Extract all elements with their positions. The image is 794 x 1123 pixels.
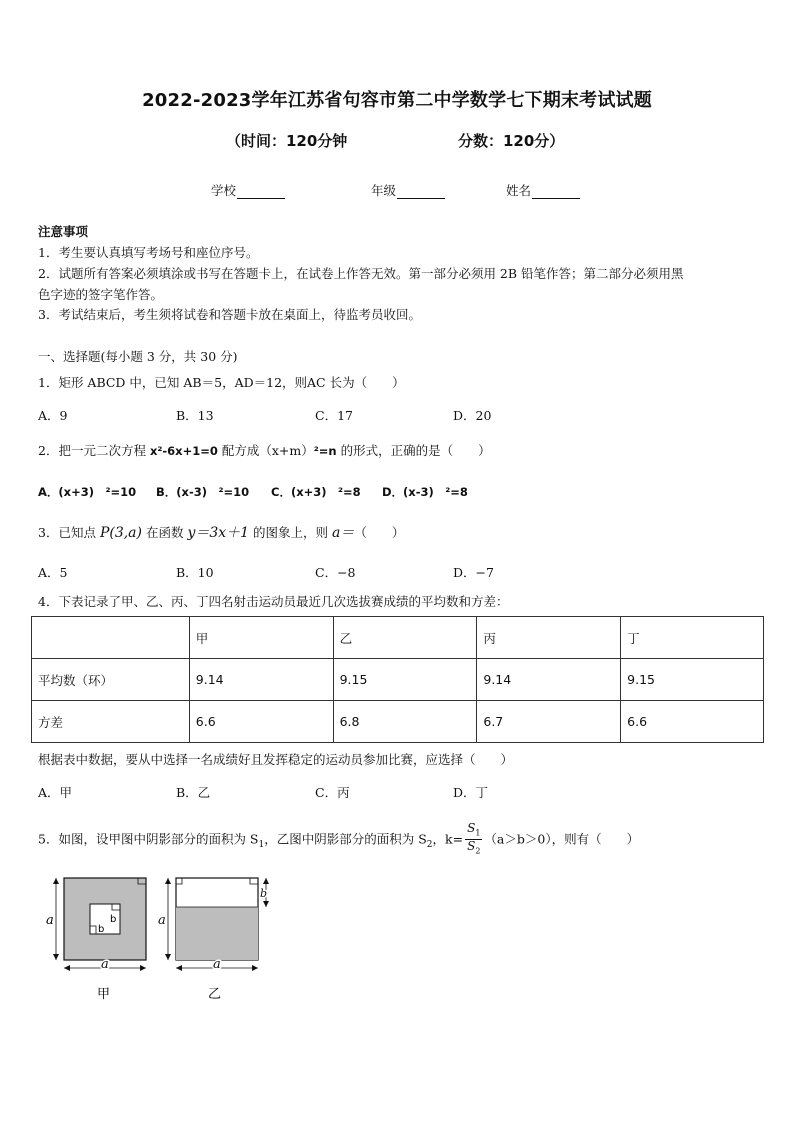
jia-label-b-bottom: b: [98, 924, 105, 935]
q3-option-b[interactable]: B．10: [176, 565, 214, 580]
q3-stem-d: （ ）: [354, 525, 405, 540]
school-blank[interactable]: [237, 185, 285, 199]
table-cell: 6.6: [621, 701, 764, 743]
exam-time: （时间：120分钟: [226, 132, 348, 150]
q4-option-a[interactable]: A．甲: [38, 785, 73, 800]
q3-variable: a＝: [332, 525, 355, 541]
table-cell: 9.14: [189, 659, 333, 701]
q2-stem-mid: 配方成（x+m）: [217, 443, 314, 458]
q5-fraction: [465, 822, 482, 858]
q5-den-s: S: [467, 839, 476, 854]
table-cell: 乙: [333, 617, 477, 659]
q5-stem-d: （a＞b＞0），则有（ ）: [484, 831, 640, 847]
grade-field: [371, 181, 445, 199]
q1-option-d[interactable]: D．20: [453, 408, 492, 423]
q2-option-c[interactable]: [271, 484, 361, 500]
arrow-down-icon: [165, 954, 171, 960]
q3-option-d[interactable]: D．−7: [453, 565, 494, 580]
arrow-right-icon: [140, 965, 146, 971]
q5-stem: [38, 822, 639, 856]
q3-point: P(3,a): [99, 525, 142, 541]
arrow-up-icon: [263, 878, 269, 884]
grade-blank[interactable]: [397, 185, 445, 199]
name-field: [506, 181, 580, 199]
q1-option-c[interactable]: C．17: [315, 408, 353, 423]
table-cell: 9.15: [333, 659, 477, 701]
q3-option-a[interactable]: A．5: [38, 565, 68, 580]
yi-label-a-horizontal: a: [213, 957, 221, 972]
note-item-2: 2．试题所有答案必须填涂或书写在答题卡上，在试卷上作答无效。第一部分必须用 2B 铅笔作答；第二部分必须用黑: [38, 266, 684, 281]
yi-label-a-vertical: a: [158, 913, 166, 928]
q2-option-a[interactable]: [38, 484, 136, 500]
name-blank[interactable]: [532, 185, 580, 199]
exam-score: 分数：120分）: [458, 132, 565, 150]
name-label: 姓名: [506, 183, 532, 198]
note-item-1: 1．考生要认真填写考场号和座位序号。: [38, 245, 259, 260]
arrow-right-icon: [252, 965, 258, 971]
q5-stem-c: ，k=: [432, 831, 464, 847]
q1-stem: 1．矩形 ABCD 中，已知 AB＝5，AD＝12，则AC 长为（ ）: [38, 375, 405, 390]
q5-fraction-denominator: [465, 840, 482, 857]
section-title: 一、选择题(每小题 3 分，共 30 分): [38, 349, 238, 364]
yi-label-b: b: [260, 887, 268, 900]
q5-sub2: 2: [426, 839, 433, 850]
note-item-3: 3．考试结束后，考生须将试卷和答题卡放在桌面上，待监考员收回。: [38, 307, 421, 322]
q4-option-d[interactable]: D．丁: [453, 785, 489, 800]
q2-option-b-text: B．(x-3) ²=10: [156, 485, 250, 499]
table-cell: 方差: [32, 701, 190, 743]
table-header-row: [32, 617, 764, 659]
q5-den-sub: 2: [475, 846, 481, 856]
table-cell: 6.8: [333, 701, 477, 743]
q3-stem-c: 的图象上，则: [249, 525, 333, 540]
table-cell: [32, 617, 190, 659]
table-cell: 甲: [189, 617, 333, 659]
q2-option-d-text: D．(x-3) ²=8: [382, 485, 468, 499]
arrow-down-icon: [53, 954, 59, 960]
q2-option-a-text: A．(x+3) ²=10: [38, 485, 137, 499]
q4-option-c[interactable]: C．丙: [315, 785, 350, 800]
q3-stem-a: 3．已知点: [38, 525, 100, 540]
q5-figure: [40, 870, 280, 1010]
q5-stem-b: ，乙图中阴影部分的面积为 S: [264, 831, 427, 847]
q3-stem: [38, 525, 404, 541]
grade-label: 年级: [371, 183, 397, 198]
note-item-2-cont: 色字迹的签字笔作答。: [38, 287, 164, 302]
q2-option-b[interactable]: [156, 484, 249, 500]
table-row: [32, 701, 764, 743]
yi-shaded-rect: [176, 907, 258, 960]
school-label: 学校: [211, 183, 237, 198]
q3-stem-b: 在函数: [142, 525, 188, 540]
arrow-up-icon: [53, 878, 59, 884]
figure-jia: [46, 878, 146, 1002]
q4-followup: 根据表中数据，要从中选择一名成绩好且发挥稳定的运动员参加比赛，应选择（ ）: [38, 752, 514, 767]
q4-option-b[interactable]: B．乙: [176, 785, 211, 800]
table-cell: 6.7: [477, 701, 621, 743]
table-cell: 9.15: [621, 659, 764, 701]
q2-stem-prefix: 2．把一元二次方程: [38, 443, 150, 458]
q2-option-c-text: C．(x+3) ²=8: [271, 485, 361, 499]
arrow-left-icon: [176, 965, 182, 971]
q2-stem-suffix: 的形式，正确的是（ ）: [336, 443, 491, 458]
table-row: [32, 659, 764, 701]
jia-label-a-horizontal: a: [101, 957, 109, 972]
arrow-down-icon: [263, 901, 269, 907]
exam-title: 2022-2023学年江苏省句容市第二中学数学七下期末考试试题: [142, 90, 652, 111]
q5-sub1: 1: [258, 839, 265, 850]
q1-option-a[interactable]: A．9: [38, 408, 68, 423]
q5-fraction-numerator: [465, 822, 482, 840]
q3-option-c[interactable]: C．−8: [315, 565, 356, 580]
q5-num-sub: 1: [475, 828, 481, 838]
table-cell: 丁: [621, 617, 764, 659]
q1-option-b[interactable]: B．13: [176, 408, 214, 423]
jia-caption: 甲: [97, 987, 111, 1002]
table-cell: 6.6: [189, 701, 333, 743]
jia-label-b-right: b: [110, 914, 117, 925]
q2-option-d[interactable]: [382, 484, 468, 500]
q2-equation: x²-6x+1=0: [149, 444, 218, 458]
notes-title: 注意事项: [38, 224, 89, 239]
school-field: [211, 181, 285, 199]
q3-function: y＝3x＋1: [187, 525, 250, 541]
arrow-left-icon: [64, 965, 70, 971]
q2-stem: [38, 443, 491, 459]
q5-stem-a: 5．如图，设甲图中阴影部分的面积为 S: [38, 831, 259, 847]
scores-table: [31, 616, 764, 743]
yi-caption: 乙: [208, 987, 222, 1002]
arrow-up-icon: [165, 878, 171, 884]
jia-label-a-vertical: a: [46, 913, 54, 928]
table-cell: 平均数（环）: [32, 659, 190, 701]
figure-yi: [158, 878, 269, 1002]
q2-equation-rhs: ²=n: [313, 444, 337, 458]
table-cell: 丙: [477, 617, 621, 659]
q4-stem: 4．下表记录了甲、乙、丙、丁四名射击运动员最近几次选拔赛成绩的平均数和方差：: [38, 594, 509, 609]
q5-num-s: S: [467, 821, 476, 835]
table-cell: 9.14: [477, 659, 621, 701]
